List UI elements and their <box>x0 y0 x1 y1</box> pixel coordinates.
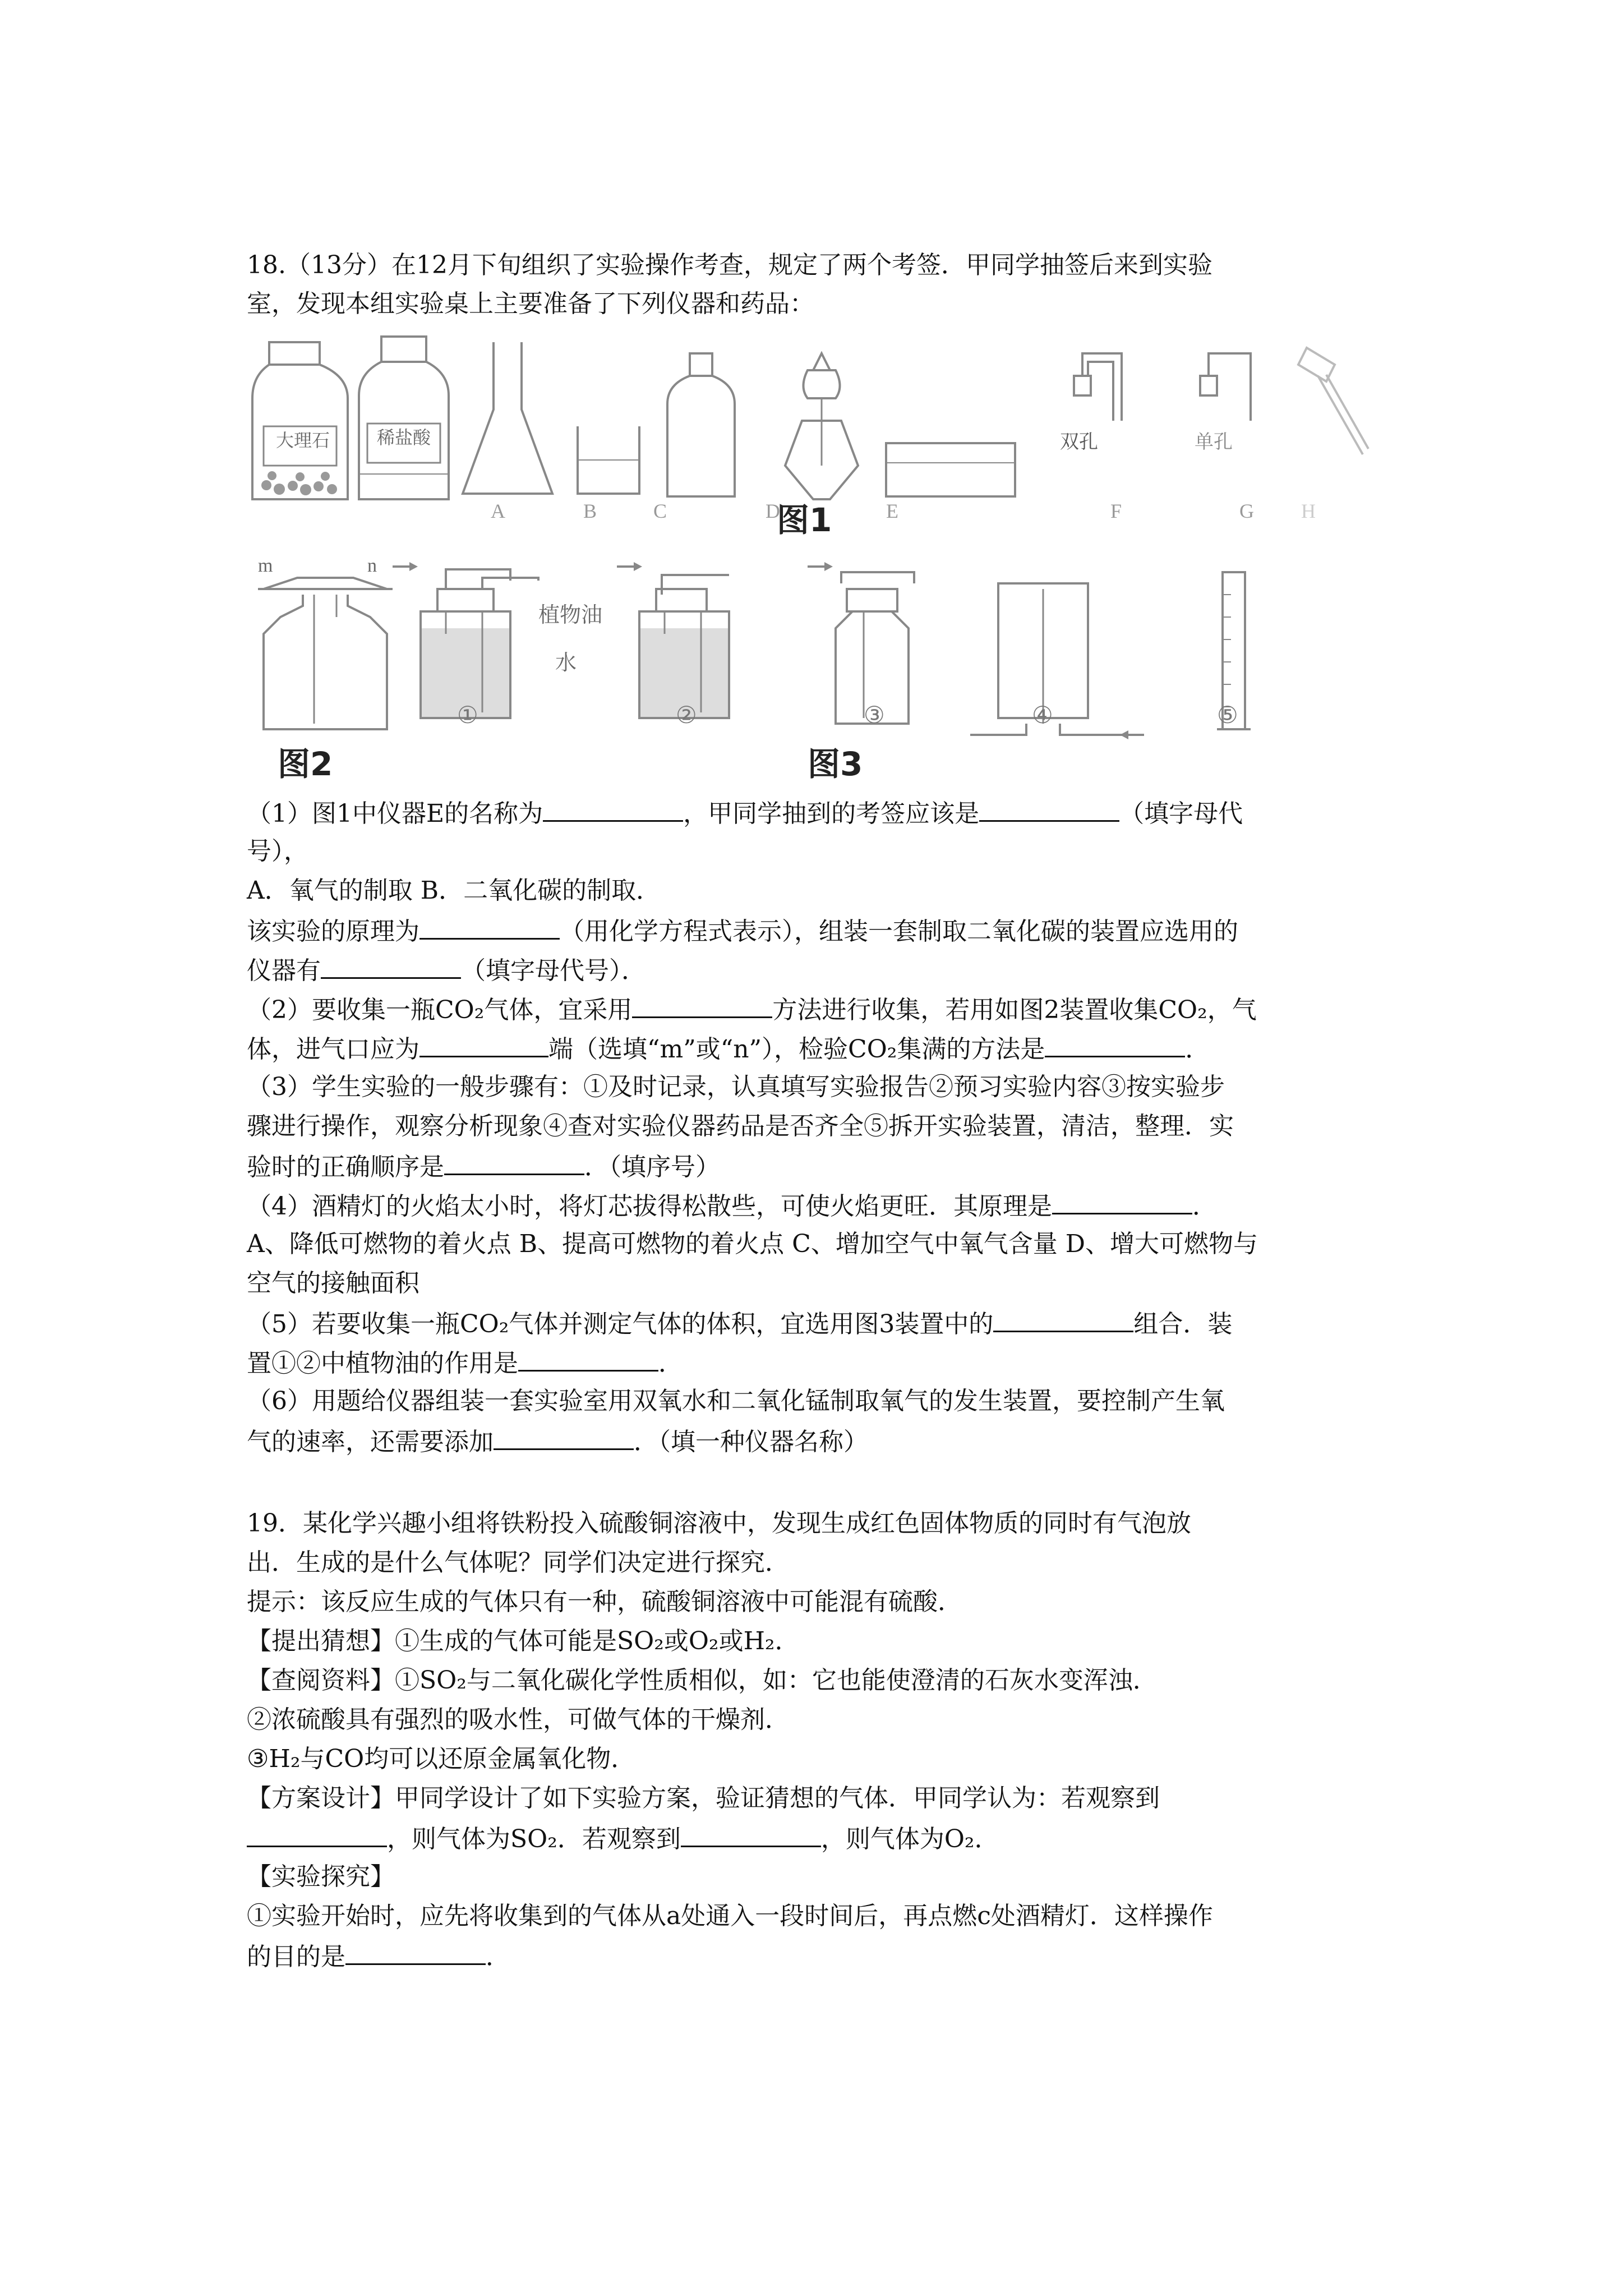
q19-explore-line2: 的目的是 ． <box>247 1939 510 1974</box>
q18-intro-line2: 室，发现本组实验桌上主要准备了下列仪器和药品： <box>247 289 814 318</box>
label-A: A <box>491 500 505 522</box>
q19-design: 【方案设计】甲同学设计了如下实验方案，验证猜想的气体．甲同学认为：若观察到 <box>247 1784 1160 1812</box>
label-F: F <box>1110 500 1122 522</box>
q18-part3-line3: 验时的正确顺序是 ．（填序号） <box>247 1149 720 1184</box>
water-trough-icon <box>886 443 1015 496</box>
blank-o2-observation[interactable] <box>681 1821 821 1847</box>
label-C: C <box>653 500 667 522</box>
water-label: 水 <box>555 651 577 675</box>
blank-purpose[interactable] <box>345 1939 486 1965</box>
hydrochloric-acid-bottle-icon <box>359 337 449 499</box>
q18-part1-options: A．氧气的制取 B．二氧化碳的制取． <box>247 876 661 905</box>
blank-principle[interactable] <box>1052 1188 1192 1214</box>
beaker-icon <box>578 426 639 494</box>
blank-combination[interactable] <box>993 1306 1133 1332</box>
q18-part4-options: A、降低可燃物的着火点 B、提高可燃物的着火点 C、增加空气中氧气含量 D、增大可燃物与 <box>247 1230 1258 1258</box>
device-3-label: ③ <box>864 703 885 729</box>
device-4-label: ④ <box>1032 703 1053 729</box>
bottle2-label: 稀盐酸 <box>377 427 431 448</box>
blank-collection-method[interactable] <box>632 992 772 1018</box>
alcohol-lamp-icon <box>785 353 858 499</box>
q18-part2-line1: （2）要收集一瓶CO₂气体，宜采用 方法进行收集，若用如图2装置收集CO₂，气 <box>247 992 1257 1027</box>
q18-part1-line1: （1）图1中仪器E的名称为 ，甲同学抽到的考签应该是 （填字母代 <box>247 795 1243 831</box>
marble-bottle-icon <box>252 342 348 499</box>
blank-exam-topic[interactable] <box>979 795 1119 822</box>
double-hole-stopper-icon <box>1074 353 1122 421</box>
bottle1-label: 大理石 <box>276 430 330 450</box>
blank-extra-instrument[interactable] <box>494 1424 634 1450</box>
figure-3-caption: 图3 <box>808 745 863 783</box>
label-F-text: 双孔 <box>1060 432 1098 453</box>
q18-part5-line2: 置①②中植物油的作用是 ． <box>247 1345 683 1381</box>
fig2-m-label: m <box>258 555 273 576</box>
blank-so2-observation[interactable] <box>247 1821 387 1847</box>
q19-design-line2: ，则气体为SO₂．若观察到 ，则气体为O₂． <box>247 1821 999 1856</box>
blank-check-full[interactable] <box>1045 1031 1185 1057</box>
q18-part1-line5: 仪器有 （填字母代号）． <box>247 953 646 988</box>
q18-part4-line3: 空气的接触面积 <box>247 1269 419 1297</box>
q19-explore-line1: ①实验开始时，应先将收集到的气体从a处通入一段时间后，再点燃c处酒精灯．这样操作 <box>247 1902 1213 1930</box>
label-G-text: 单孔 <box>1195 432 1233 453</box>
q19-reference-3: ③H₂与CO均可以还原金属氧化物． <box>247 1745 636 1773</box>
blank-oil-purpose[interactable] <box>518 1345 658 1372</box>
q18-part4-line1: （4）酒精灯的火焰太小时，将灯芯拔得松散些，可使火焰更旺．其原理是 ． <box>247 1188 1217 1223</box>
single-hole-stopper-icon <box>1200 353 1251 421</box>
q19-reference-2: ②浓硫酸具有强烈的吸水性，可做气体的干燥剂． <box>247 1705 790 1734</box>
q19-line1: 19．某化学兴趣小组将铁粉投入硫酸铜溶液中，发现生成红色固体物质的同时有气泡放 <box>247 1509 1191 1538</box>
figure-2-3 <box>247 555 1301 740</box>
blank-inlet[interactable] <box>419 1031 548 1057</box>
device-3-icon <box>808 562 914 724</box>
q19-explore-heading: 【实验探究】 <box>247 1862 395 1891</box>
q19-hypothesis: 【提出猜想】①生成的气体可能是SO₂或O₂或H₂． <box>247 1627 800 1655</box>
q18-part6-line2: 气的速率，还需要添加 ．（填一种仪器名称） <box>247 1424 868 1459</box>
label-H: H <box>1301 500 1316 522</box>
device-2-icon <box>617 562 729 718</box>
label-E: E <box>886 500 898 522</box>
figure2-bottle-icon <box>258 578 393 729</box>
conical-flask-icon <box>463 342 552 494</box>
q18-part3-line2: 骤进行操作，观察分析现象④查对实验仪器药品是否齐全⑤拆开实验装置，清洁，整理．实 <box>247 1112 1234 1140</box>
blank-equation[interactable] <box>419 913 560 940</box>
q18-part2-line2: 体，进气口应为 端（选填“m”或“n”），检验CO₂集满的方法是 ． <box>247 1031 1210 1066</box>
device-5-label: ⑤ <box>1217 703 1238 729</box>
blank-e-name[interactable] <box>543 795 683 822</box>
device-1-icon <box>393 562 538 718</box>
q19-line2: 出．生成的是什么气体呢？同学们决定进行探究． <box>247 1548 790 1577</box>
label-D: D <box>766 500 780 522</box>
figure-2-caption: 图2 <box>278 745 333 783</box>
q19-hint: 提示：该反应生成的气体只有一种，硫酸铜溶液中可能混有硫酸． <box>247 1588 962 1616</box>
long-neck-funnel-icon <box>1298 348 1368 454</box>
q18-part5-line1: （5）若要收集一瓶CO₂气体并测定气体的体积，宜选用图3装置中的 组合．装 <box>247 1306 1232 1341</box>
device-1-label: ① <box>457 703 478 729</box>
q18-intro-line1: 18.（13分）在12月下旬组织了实验操作考查，规定了两个考签．甲同学抽签后来到实验 <box>247 251 1212 279</box>
fig2-n-label: n <box>367 555 377 576</box>
blank-order[interactable] <box>444 1149 584 1175</box>
gas-collecting-bottle-icon <box>667 353 735 496</box>
label-B: B <box>583 500 597 522</box>
device-4-icon <box>970 583 1144 739</box>
device-2-label: ② <box>676 703 697 729</box>
q18-part1-line4: 该实验的原理为 （用化学方程式表示），组装一套制取二氧化碳的装置应选用的 <box>247 913 1238 949</box>
q18-part1-line2: 号）， <box>247 837 308 866</box>
figure-1-caption: 图1 <box>777 501 832 539</box>
q18-part6-line1: （6）用题给仪器组装一套实验室用双氧水和二氧化锰制取氧气的发生装置，要控制产生氧 <box>247 1387 1225 1415</box>
q18-part3-line1: （3）学生实验的一般步骤有：①及时记录，认真填写实验报告②预习实验内容③按实验步 <box>247 1073 1225 1101</box>
label-G: G <box>1239 500 1254 522</box>
q19-reference-1: 【查阅资料】①SO₂与二氧化碳化学性质相似，如：它也能使澄清的石灰水变浑浊． <box>247 1666 1158 1695</box>
oil-label: 植物油 <box>538 604 603 627</box>
blank-instruments[interactable] <box>321 953 461 979</box>
